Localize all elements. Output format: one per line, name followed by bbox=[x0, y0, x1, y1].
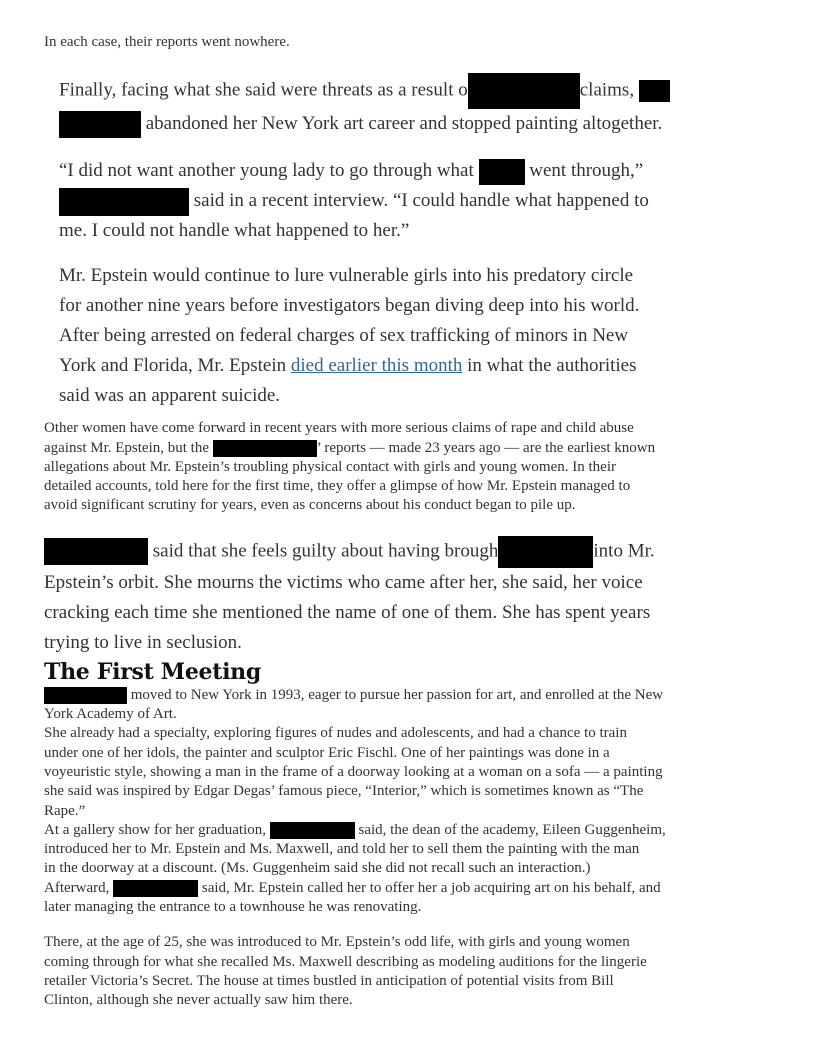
text-line bbox=[59, 109, 780, 139]
text-run: York Academy of Art. bbox=[44, 706, 177, 723]
paragraph-guilt bbox=[44, 536, 780, 658]
text-line bbox=[59, 73, 780, 109]
redaction-box bbox=[59, 111, 141, 138]
redaction-box bbox=[113, 880, 198, 897]
text-line bbox=[44, 724, 780, 743]
text-run: introduced her to Mr. Epstein and Ms. Maxwell, and told her to sell them the painting with the man bbox=[44, 841, 640, 858]
paragraph-finally bbox=[59, 73, 780, 139]
text-line bbox=[44, 991, 780, 1010]
text-run: against Mr. Epstein, but the bbox=[44, 439, 213, 456]
text-run: Finally, facing what she said were threats as a result o bbox=[59, 79, 468, 101]
paragraph-gallery-show bbox=[44, 821, 780, 917]
text-run: avoid significant scrutiny for years, even as concerns about his conduct began to pile up. bbox=[44, 497, 576, 514]
text-line bbox=[44, 439, 780, 458]
paragraph-other-women bbox=[44, 419, 780, 515]
text-run: ’ reports — made 23 years ago — are the earliest known bbox=[316, 439, 656, 456]
text-run: She already had a specialty, exploring figures of nudes and adolescents, and had a chance to train bbox=[44, 725, 627, 742]
text-run: After being arrested on federal charges of sex trafficking of minors in New bbox=[59, 325, 629, 347]
text-run: York and Florida, Mr. Epstein bbox=[59, 355, 291, 377]
died-earlier-this-month-link[interactable]: died earlier this month bbox=[290, 355, 463, 377]
text-run: moved to New York in 1993, eager to pursue her passion for art, and enrolled at the New bbox=[127, 686, 664, 703]
text-run: abandoned her New York art career and stopped painting altogether. bbox=[141, 113, 663, 135]
text-run: cracking each time she mentioned the name of one of them. She has spent years bbox=[44, 601, 651, 623]
text-run: Clinton, although she never actually saw him there. bbox=[44, 992, 353, 1009]
text-run: said in a recent interview. “I could handle what happened to bbox=[189, 190, 649, 212]
text-run: trying to live in seclusion. bbox=[44, 631, 242, 653]
text-run: under one of her idols, the painter and sculptor Eric Fischl. One of her paintings was done in a bbox=[44, 744, 610, 761]
text-line bbox=[44, 763, 780, 782]
text-line bbox=[44, 859, 780, 878]
text-line bbox=[59, 216, 780, 246]
text-line bbox=[44, 458, 780, 477]
text-run: me. I could not handle what happened to her.” bbox=[59, 220, 410, 242]
text-run: said, the dean of the academy, Eileen Guggenheim, bbox=[354, 821, 666, 838]
text-line bbox=[44, 419, 780, 438]
text-run: she said was inspired by Edgar Degas’ famous piece, “Interior,” which is sometimes known as “The bbox=[44, 783, 644, 800]
text-run: in what the authorities bbox=[462, 355, 637, 377]
text-line bbox=[44, 972, 780, 991]
text-run: At a gallery show for her graduation, bbox=[44, 821, 270, 838]
text-run: Mr. Epstein would continue to lure vulnerable girls into his predatory circle bbox=[59, 265, 634, 287]
text-line bbox=[44, 879, 780, 898]
text-run: into Mr. bbox=[593, 540, 655, 562]
text-line bbox=[44, 628, 780, 658]
text-line bbox=[44, 33, 780, 52]
text-line bbox=[44, 658, 780, 686]
text-run: said that she feels guilty about having brough bbox=[148, 540, 499, 562]
text-line bbox=[59, 261, 780, 291]
paragraph-moved-to-ny bbox=[44, 686, 780, 725]
text-line bbox=[44, 705, 780, 724]
text-line bbox=[59, 156, 780, 186]
text-line bbox=[44, 477, 780, 496]
text-run: later managing the entrance to a townhouse he was renovating. bbox=[44, 899, 422, 916]
paragraph-quote bbox=[59, 156, 780, 246]
redaction-box bbox=[468, 73, 580, 109]
text-line bbox=[44, 598, 780, 628]
text-line bbox=[44, 536, 780, 568]
text-line bbox=[44, 744, 780, 763]
text-run: “I did not want another young lady to go through what bbox=[59, 160, 479, 182]
text-line bbox=[59, 186, 780, 216]
text-line bbox=[44, 496, 780, 515]
text-line bbox=[44, 802, 780, 821]
text-run: for another nine years before investigators began diving deep into his world. bbox=[59, 295, 640, 317]
text-line bbox=[44, 898, 780, 917]
redaction-box bbox=[59, 188, 189, 216]
paragraph-specialty bbox=[44, 724, 780, 820]
text-line bbox=[59, 351, 780, 381]
text-line bbox=[44, 782, 780, 801]
text-run: went through,” bbox=[524, 160, 644, 182]
text-run: Afterward, bbox=[44, 879, 114, 896]
redaction-box bbox=[479, 159, 525, 185]
text-line bbox=[44, 821, 780, 840]
redaction-box bbox=[213, 440, 317, 457]
text-run: allegations about Mr. Epstein’s troubling physical contact with girls and young women. In their bbox=[44, 458, 616, 475]
text-line bbox=[44, 933, 780, 952]
paragraph-epstein-arrest bbox=[59, 261, 780, 411]
text-run: said was an apparent suicide. bbox=[59, 385, 281, 407]
text-line bbox=[44, 840, 780, 859]
text-run: Other women have come forward in recent years with more serious claims of rape and child abuse bbox=[44, 420, 634, 437]
text-run: in the doorway at a discount. (Ms. Guggenheim said she did not recall such an interaction.) bbox=[44, 860, 591, 877]
text-run: Rape.” bbox=[44, 802, 86, 819]
text-run: The First Meeting bbox=[44, 658, 261, 685]
redaction-box bbox=[498, 536, 593, 568]
paragraph-age-25 bbox=[44, 933, 780, 1010]
text-run: detailed accounts, told here for the first time, they offer a glimpse of how Mr. Epstein managed to bbox=[44, 478, 631, 495]
text-line bbox=[44, 568, 780, 598]
text-line bbox=[59, 291, 780, 321]
text-run: claims, bbox=[579, 79, 639, 101]
text-run: voyeuristic style, showing a man in the frame of a doorway looking at a woman on a sofa — a painting bbox=[44, 763, 663, 780]
text-run: Epstein’s orbit. She mourns the victims who came after her, she said, her voice bbox=[44, 571, 643, 593]
redaction-box bbox=[270, 822, 355, 839]
redaction-box bbox=[639, 80, 670, 102]
text-line bbox=[59, 321, 780, 351]
text-run: said, Mr. Epstein called her to offer her a job acquiring art on his behalf, and bbox=[198, 879, 661, 896]
intro-paragraph bbox=[44, 33, 780, 52]
text-run: retailer Victoria’s Secret. The house at times bustled in anticipation of potential visits from Bill bbox=[44, 972, 614, 989]
section-heading-first-meeting bbox=[44, 658, 780, 686]
text-run: There, at the age of 25, she was introduced to Mr. Epstein’s odd life, with girls and young women bbox=[44, 934, 630, 951]
redaction-box bbox=[44, 687, 127, 704]
text-run: In each case, their reports went nowhere. bbox=[44, 34, 290, 50]
text-line bbox=[59, 381, 780, 411]
text-line bbox=[44, 686, 780, 705]
redaction-box bbox=[44, 538, 148, 565]
text-run: coming through for what she recalled Ms. Maxwell describing as modeling auditions for the lingerie bbox=[44, 953, 647, 970]
text-line bbox=[44, 953, 780, 972]
